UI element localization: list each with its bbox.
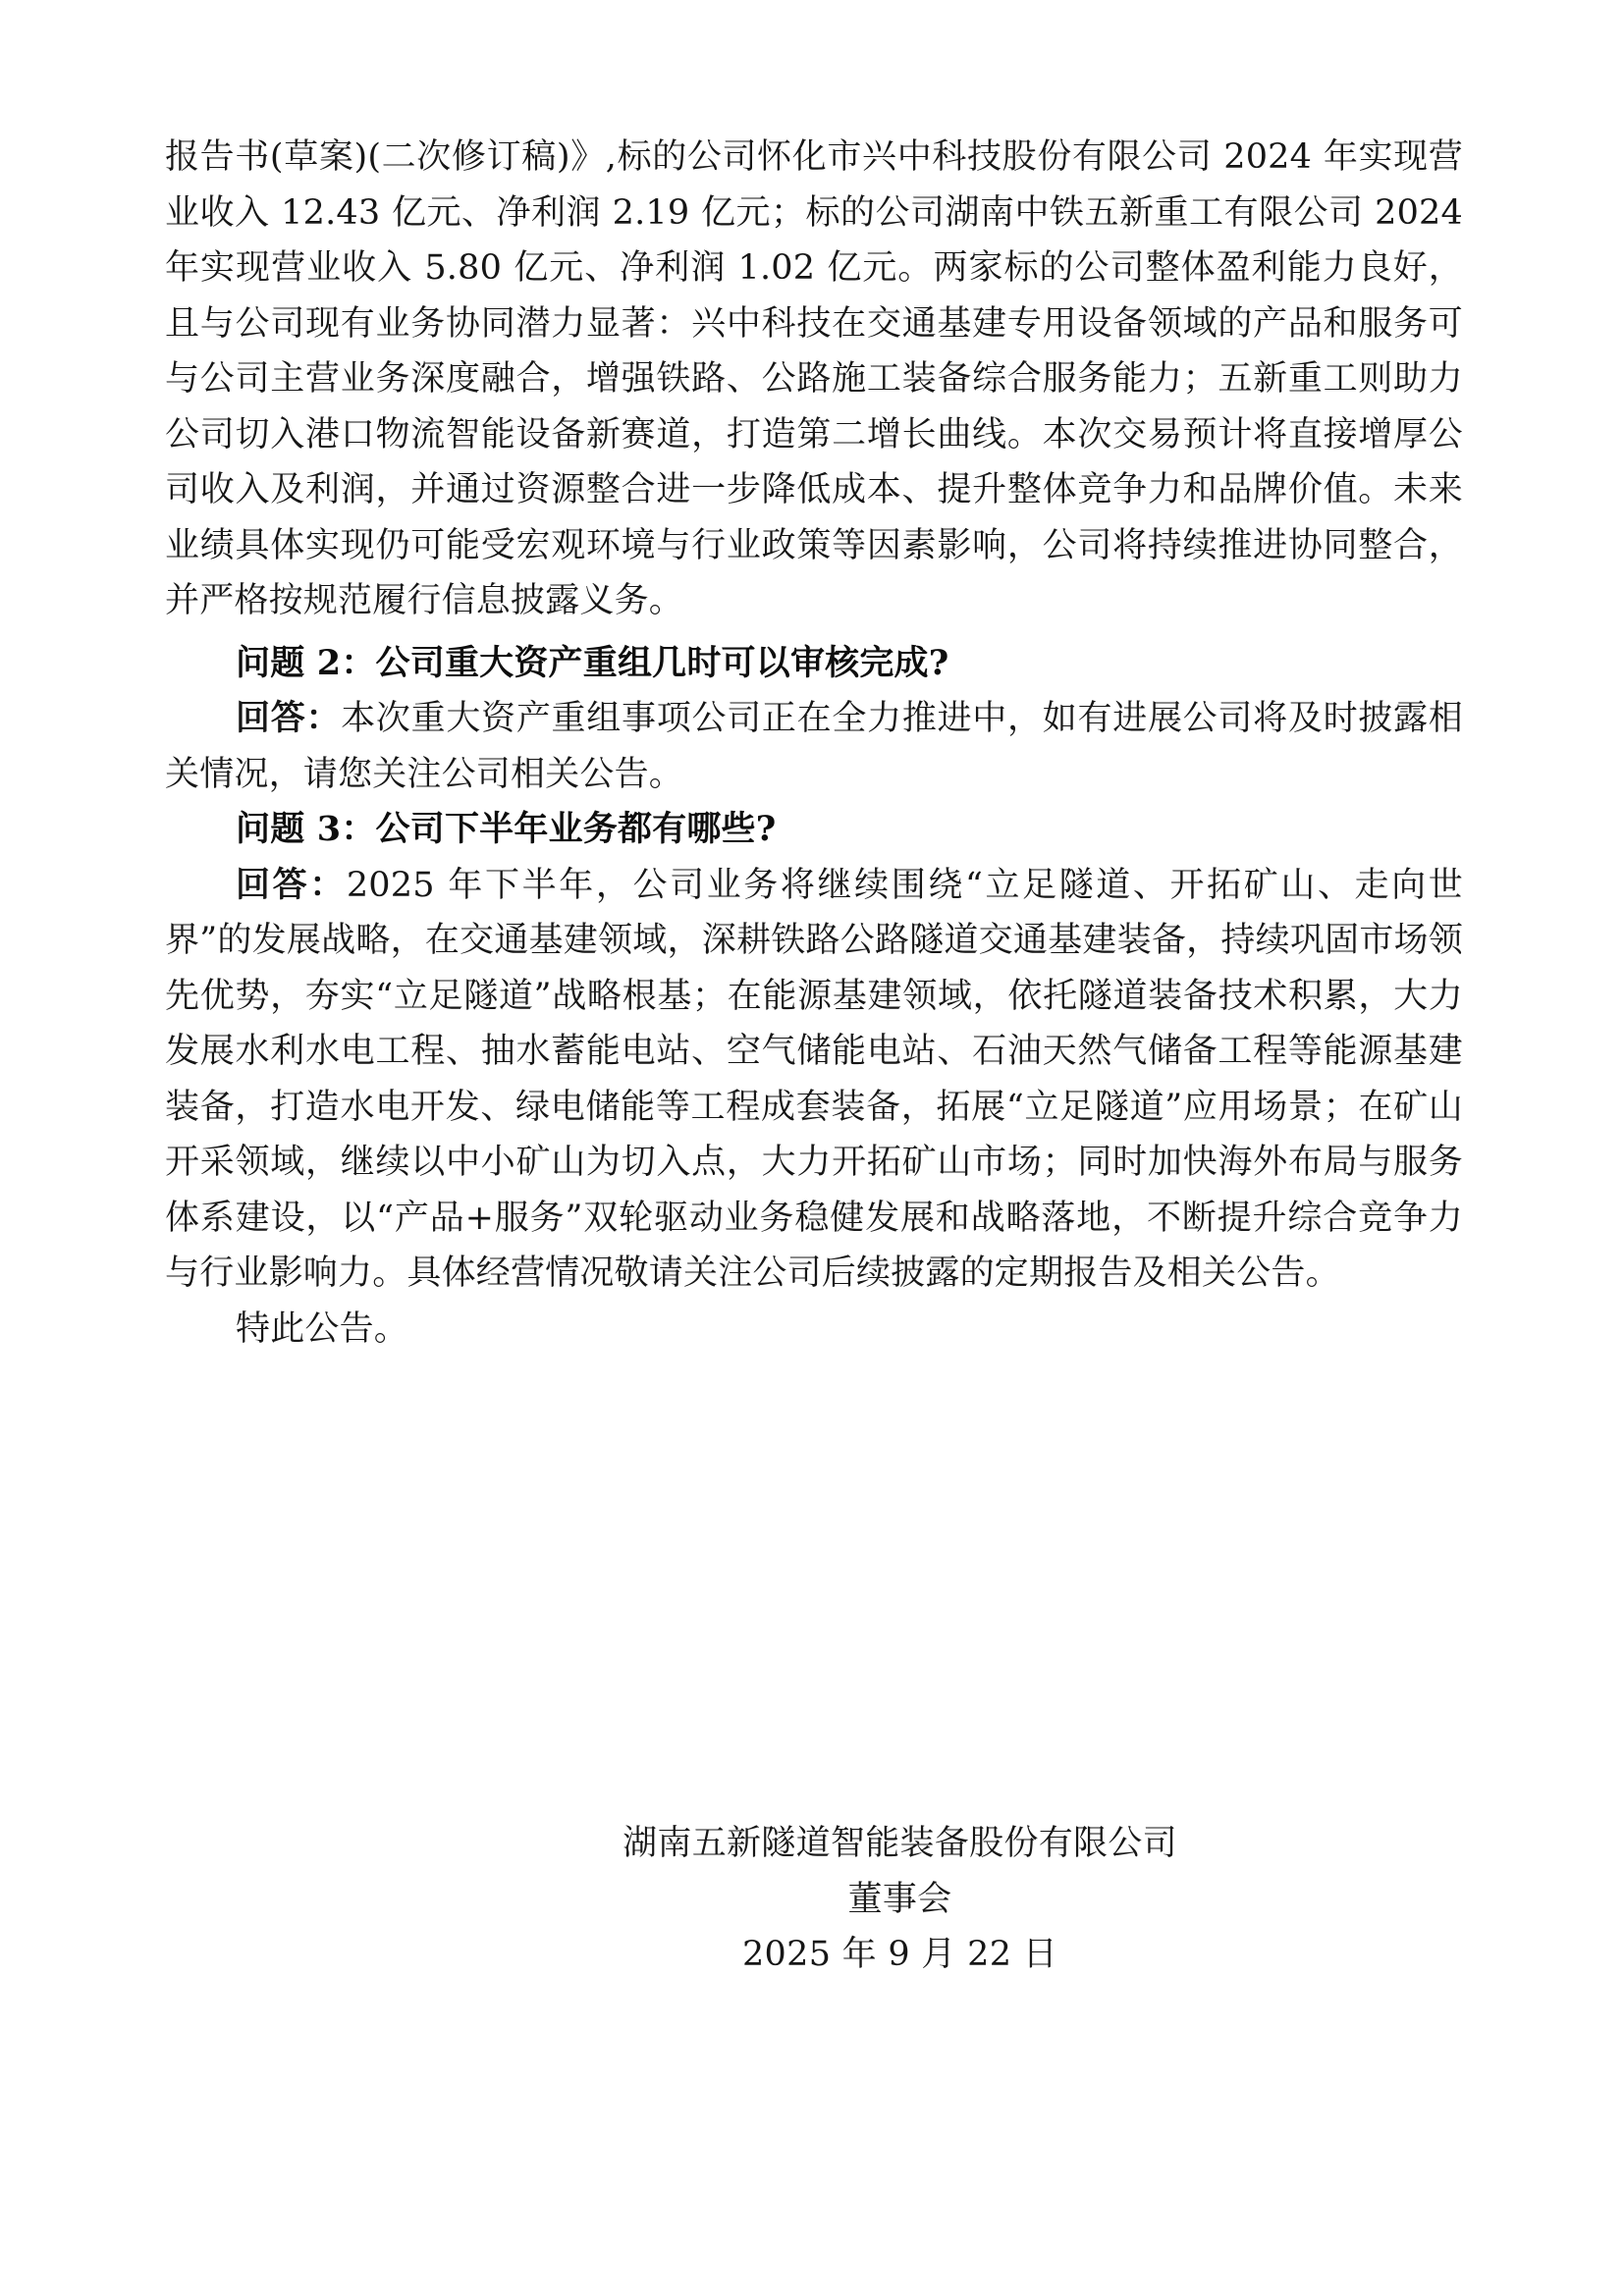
signature-date: 2025 年 9 月 22 日	[741, 1935, 1057, 1974]
question-2-text: 公司重大资产重组几时可以审核完成?	[375, 642, 949, 683]
question-2-heading	[165, 636, 1463, 692]
question-3-text: 公司下半年业务都有哪些?	[375, 809, 777, 849]
document-body	[165, 130, 1463, 1357]
answer-3-text: 2025 年下半年，公司业务将继续围绕“立足隧道、开拓矿山、走向世界”的发展战略，在交通基建领域，深耕铁路公路隧道交通基建装备，持续巩固市场领先优势，夯实“立足隧道”战略根基；在能源基建领域，依托隧道装备技术积累，大力发展水利水电工程、抽水蓄能电站、空气储能电站、石油天然气储备工程等能源基建装备，打造水电开发、绿电储能等工程成套装备，拓展“立足隧道”应用场景；在矿山开采领域，继续以中小矿山为切入点，大力开拓矿山市场；同时加快海外布局与服务体系建设，以“产品+服务”双轮驱动业务稳健发展和战略落地，不断提升综合竞争力与行业影响力。具体经营情况敬请关注公司后续披露的定期报告及相关公告。	[165, 865, 1463, 1293]
question-2-label: 问题 2：	[236, 642, 376, 683]
question-3-label: 问题 3：	[236, 809, 376, 849]
signature-company: 湖南五新隧道智能装备股份有限公司	[623, 1824, 1177, 1863]
question-3-heading	[165, 802, 1463, 858]
answer-2-label: 回答：	[236, 698, 342, 738]
answer-3-label: 回答：	[236, 864, 347, 905]
closing-notice: 特此公告。	[236, 1308, 409, 1349]
continued-paragraph: 报告书(草案)(二次修订稿)》,标的公司怀化市兴中科技股份有限公司 2024 年实现营业收入 12.43 亿元、净利润 2.19 亿元；标的公司湖南中铁五新重工有限公司 2024 年实现营业收入 5.80 亿元、净利润 1.02 亿元。两家标的公司整体盈利能力良好，且与公司现有业务协同潜力显著：兴中科技在交通基建专用设备领域的产品和服务可与公司主营业务深度融合，增强铁路、公路施工装备综合服务能力；五新重工则助力公司切入港口物流智能设备新赛道，打造第二增长曲线。本次交易预计将直接增厚公司收入及利润，并通过资源整合进一步降低成本、提升整体竞争力和品牌价值。未来业绩具体实现仍可能受宏观环境与行业政策等因素影响，公司将持续推进协同整合，并严格按规范履行信息披露义务。	[165, 137, 1463, 620]
paragraph-spacer	[165, 629, 1463, 636]
answer-2-text: 本次重大资产重组事项公司正在全力推进中，如有进展公司将及时披露相关情况，请您关注公司相关公告。	[165, 699, 1463, 794]
answer-3-paragraph	[165, 858, 1463, 1302]
signature-board: 董事会	[847, 1879, 952, 1919]
answer-2-paragraph	[165, 691, 1463, 802]
signature-block	[165, 1816, 1463, 1983]
